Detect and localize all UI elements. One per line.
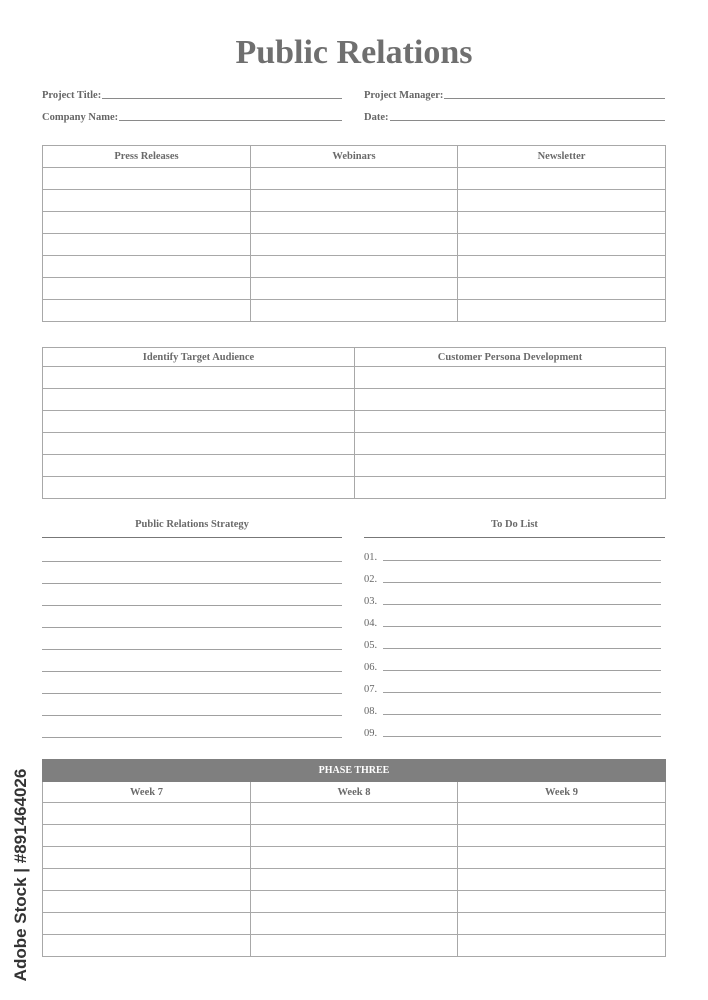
- table-cell[interactable]: [458, 256, 666, 278]
- todo-number: 02.: [364, 574, 378, 585]
- project-manager-label: Project Manager:: [364, 90, 444, 101]
- table-cell[interactable]: [43, 847, 251, 869]
- table-cell[interactable]: [251, 935, 458, 957]
- date-line[interactable]: [390, 120, 666, 121]
- strategy-rule: [42, 537, 342, 538]
- table-cell[interactable]: [458, 190, 666, 212]
- table-cell[interactable]: [355, 389, 666, 411]
- table-cell[interactable]: [251, 234, 458, 256]
- stock-watermark-side: [6, 760, 36, 990]
- company-name-label: Company Name:: [42, 112, 119, 123]
- todo-line[interactable]: [383, 604, 661, 605]
- todo-number: 01.: [364, 552, 378, 563]
- table-cell[interactable]: [458, 891, 666, 913]
- todo-item[interactable]: [364, 681, 661, 695]
- todo-number: 06.: [364, 662, 378, 673]
- table-cell[interactable]: [43, 300, 251, 322]
- table-row: [43, 278, 666, 300]
- press-webinar-newsletter-table: [42, 145, 666, 322]
- table-cell[interactable]: [251, 300, 458, 322]
- page-title: Public Relations: [235, 34, 473, 71]
- table-cell[interactable]: [251, 190, 458, 212]
- table-cell[interactable]: [43, 256, 251, 278]
- strategy-line[interactable]: [42, 737, 342, 738]
- table-row: [43, 234, 666, 256]
- todo-line[interactable]: [383, 582, 661, 583]
- todo-number: 08.: [364, 706, 378, 717]
- table-cell[interactable]: [43, 891, 251, 913]
- project-title-field[interactable]: [42, 87, 342, 101]
- table-cell[interactable]: [43, 477, 355, 499]
- table-cell[interactable]: [43, 389, 355, 411]
- stock-id-text: Adobe Stock | #891464026: [11, 768, 30, 982]
- strategy-line[interactable]: [42, 649, 342, 650]
- table-row: [43, 803, 666, 825]
- todo-item[interactable]: [364, 725, 661, 739]
- table-cell[interactable]: [251, 168, 458, 190]
- table-cell[interactable]: [458, 869, 666, 891]
- table-cell[interactable]: [458, 278, 666, 300]
- table-cell[interactable]: [251, 256, 458, 278]
- table-row: [43, 847, 666, 869]
- table-cell[interactable]: [458, 935, 666, 957]
- todo-item[interactable]: [364, 571, 661, 585]
- todo-line[interactable]: [383, 626, 661, 627]
- table-cell[interactable]: [251, 913, 458, 935]
- date-field[interactable]: [364, 109, 665, 123]
- todo-number: 09.: [364, 728, 378, 739]
- table-cell[interactable]: [43, 803, 251, 825]
- table-row: [43, 455, 666, 477]
- strategy-line[interactable]: [42, 671, 342, 672]
- table-cell[interactable]: [251, 825, 458, 847]
- table-row: [43, 433, 666, 455]
- todo-heading: To Do List: [491, 519, 538, 530]
- phase-three-table: [42, 759, 666, 957]
- todo-line[interactable]: [383, 736, 661, 737]
- todo-number: 04.: [364, 618, 378, 629]
- table-row: [43, 300, 666, 322]
- table-cell[interactable]: [43, 168, 251, 190]
- table-cell[interactable]: [43, 234, 251, 256]
- press-releases-header: Press Releases: [43, 146, 251, 168]
- company-name-line[interactable]: [119, 120, 342, 121]
- table-cell[interactable]: [355, 367, 666, 389]
- table-cell[interactable]: [458, 234, 666, 256]
- table-cell[interactable]: [43, 411, 355, 433]
- strategy-line[interactable]: [42, 605, 342, 606]
- todo-line[interactable]: [383, 560, 661, 561]
- table-cell[interactable]: [43, 869, 251, 891]
- table-cell[interactable]: [251, 278, 458, 300]
- webinars-header: Webinars: [251, 146, 458, 168]
- table-cell[interactable]: [251, 891, 458, 913]
- table-cell[interactable]: [251, 212, 458, 234]
- todo-item[interactable]: [364, 703, 661, 717]
- table-cell[interactable]: [43, 367, 355, 389]
- phase-band: PHASE THREE: [43, 760, 666, 782]
- table-row: [43, 367, 666, 389]
- table-cell[interactable]: [458, 168, 666, 190]
- strategy-line[interactable]: [42, 715, 342, 716]
- week-9-header: Week 9: [458, 782, 666, 803]
- table-cell[interactable]: [458, 825, 666, 847]
- table-cell[interactable]: [458, 212, 666, 234]
- project-title-label: Project Title:: [42, 90, 102, 101]
- table-cell[interactable]: [43, 433, 355, 455]
- target-audience-header: Identify Target Audience: [43, 348, 355, 367]
- table-row: [43, 256, 666, 278]
- table-cell[interactable]: [458, 803, 666, 825]
- table-row: [43, 935, 666, 957]
- table-cell[interactable]: [355, 433, 666, 455]
- strategy-line[interactable]: [42, 561, 342, 562]
- project-title-line[interactable]: [102, 98, 342, 99]
- table-cell[interactable]: [251, 847, 458, 869]
- todo-item[interactable]: [364, 659, 661, 673]
- audience-persona-table: [42, 347, 666, 499]
- table-row: [43, 477, 666, 499]
- strategy-heading: Public Relations Strategy: [135, 519, 249, 530]
- todo-line[interactable]: [383, 670, 661, 671]
- table-cell[interactable]: [43, 935, 251, 957]
- table-cell[interactable]: [43, 278, 251, 300]
- table-row: [43, 389, 666, 411]
- todo-item[interactable]: [364, 615, 661, 629]
- table-cell[interactable]: [43, 913, 251, 935]
- table-cell[interactable]: [251, 803, 458, 825]
- table-row: [43, 891, 666, 913]
- todo-item[interactable]: [364, 637, 661, 651]
- project-manager-line[interactable]: [444, 98, 665, 99]
- table-cell[interactable]: [43, 212, 251, 234]
- table-cell[interactable]: [43, 190, 251, 212]
- todo-item[interactable]: [364, 593, 661, 607]
- table-row: [43, 869, 666, 891]
- strategy-line[interactable]: [42, 627, 342, 628]
- strategy-line[interactable]: [42, 693, 342, 694]
- todo-line[interactable]: [383, 692, 661, 693]
- persona-header: Customer Persona Development: [355, 348, 666, 367]
- todo-line[interactable]: [383, 648, 661, 649]
- newsletter-header: Newsletter: [458, 146, 666, 168]
- todo-item[interactable]: [364, 549, 661, 563]
- table-cell[interactable]: [355, 477, 666, 499]
- table-row: [43, 190, 666, 212]
- table-cell[interactable]: [458, 847, 666, 869]
- todo-rule: [364, 537, 665, 538]
- table-cell[interactable]: [43, 825, 251, 847]
- table-row: [43, 168, 666, 190]
- todo-line[interactable]: [383, 714, 661, 715]
- project-manager-field[interactable]: [364, 87, 665, 101]
- table-cell[interactable]: [355, 411, 666, 433]
- table-cell[interactable]: [355, 455, 666, 477]
- todo-number: 07.: [364, 684, 378, 695]
- table-row: [43, 825, 666, 847]
- table-row: [43, 212, 666, 234]
- date-label: Date:: [364, 112, 389, 123]
- todo-number: 03.: [364, 596, 378, 607]
- table-row: [43, 411, 666, 433]
- table-cell[interactable]: [43, 455, 355, 477]
- week-8-header: Week 8: [251, 782, 458, 803]
- table-cell[interactable]: [251, 869, 458, 891]
- strategy-line[interactable]: [42, 583, 342, 584]
- table-cell[interactable]: [458, 913, 666, 935]
- week-7-header: Week 7: [43, 782, 251, 803]
- company-name-field[interactable]: [42, 109, 342, 123]
- table-cell[interactable]: [458, 300, 666, 322]
- todo-number: 05.: [364, 640, 378, 651]
- table-row: [43, 913, 666, 935]
